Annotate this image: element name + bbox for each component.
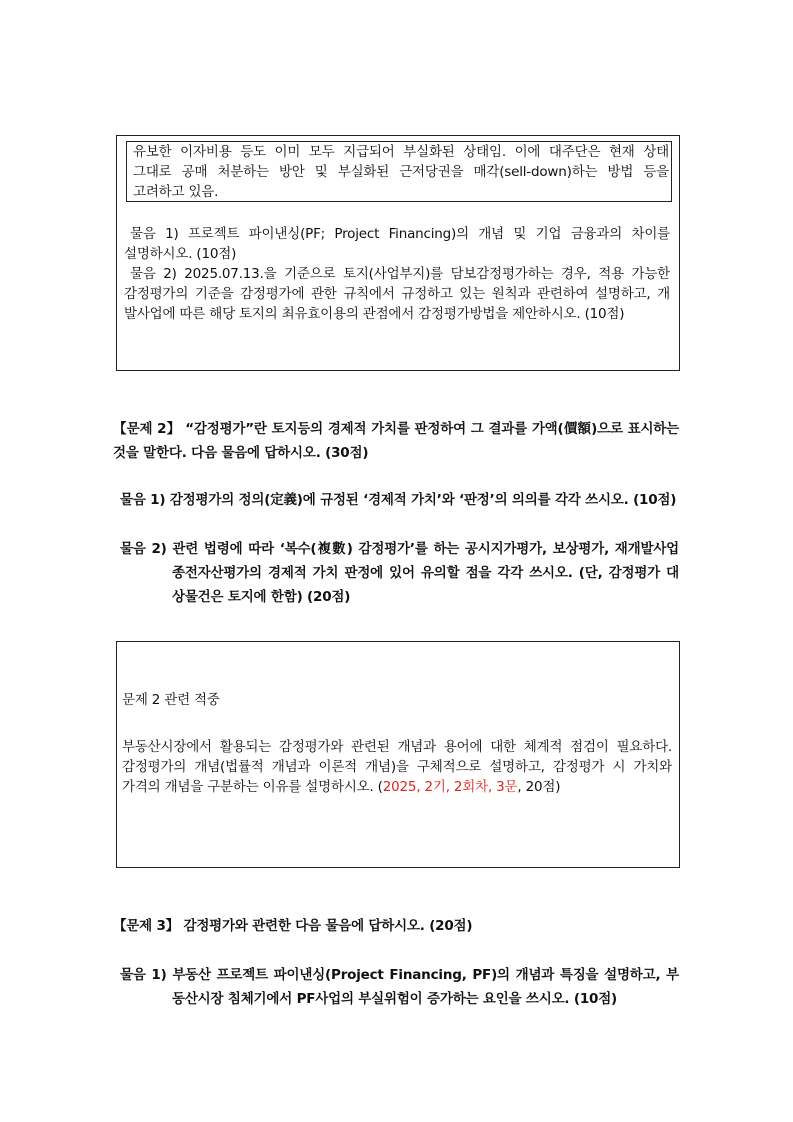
box1-q2-line-3: 발사업에 따른 해당 토지의 최유효이용의 관점에서 감정평가방법을 제안하시오. (10점) [124, 306, 625, 322]
problem3-q1-line-1: 물음 1) 부동산 프로젝트 파이낸싱(Project Financing, PF)의 개념과 특징을 설명하고, 부 [120, 967, 679, 983]
related-line-1: 부동산시장에서 활용되는 감정평가와 관련된 개념과 용어에 대한 체계적 점검이 필요하다. [122, 739, 672, 755]
box1-q1-line-2: 설명하시오. (10점) [124, 246, 237, 262]
case-line-2: 그대로 공매 처분하는 방안 및 부실화된 근저당권을 매각(sell-down)하는 방법 등을 [133, 164, 669, 180]
related-source-red: 2025, 2기, 2회차, 3문 [382, 779, 518, 795]
related-line-3-text: 가격의 개념을 구분하는 이유를 설명하시오. ( [122, 779, 383, 795]
related-line-2: 감정평가의 개념(법률적 개념과 이론적 개념)을 구체적으로 설명하고, 감정평가 시 가치와 [122, 759, 672, 775]
related-box-title: 문제 2 관련 적중 [122, 692, 220, 708]
case-line-1: 유보한 이자비용 등도 이미 모두 지급되어 부실화된 상태임. 이에 대주단은 현재 상태 [133, 144, 669, 160]
related-line-3 [122, 777, 560, 797]
related-line-3-suffix: , 20점) [517, 779, 561, 795]
problem2-heading-line-1: 【문제 2】 “감정평가”란 토지등의 경제적 가치를 판정하여 그 결과를 가액(價額)으로 표시하는 [113, 421, 679, 437]
problem3-heading: 【문제 3】 감정평가와 관련한 다음 물음에 답하시오. (20점) [113, 918, 473, 934]
problem2-q1: 물음 1) 감정평가의 정의(定義)에 규정된 ‘경제적 가치’와 ‘판정’의 의의를 각각 쓰시오. (10점) [120, 492, 677, 508]
box1-q2-line-2: 감정평가의 기준을 감정평가에 관한 규칙에서 규정하고 있는 원칙과 관련하여 설명하고, 개 [124, 286, 670, 302]
problem2-q2-line-3: 상물건은 토지에 한함) (20점) [172, 589, 351, 605]
problem2-q2-line-1: 물음 2) 관련 법령에 따라 ‘복수(複數) 감정평가’를 하는 공시지가평가, 보상평가, 재개발사업 [120, 541, 679, 557]
box1-q2-line-1: 물음 2) 2025.07.13.을 기준으로 토지(사업부지)를 담보감정평가하는 경우, 적용 가능한 [130, 266, 670, 282]
problem2-heading-line-2: 것을 말한다. 다음 물음에 답하시오. (30점) [113, 445, 369, 461]
problem3-q1-line-2: 동산시장 침체기에서 PF사업의 부실위험이 증가하는 요인을 쓰시오. (10점) [172, 991, 618, 1007]
problem2-q2-line-2: 종전자산평가의 경제적 가치 판정에 있어 유의할 점을 각각 쓰시오. (단, 감정평가 대 [172, 565, 679, 581]
box1-q1-line-1: 물음 1) 프로젝트 파이낸싱(PF; Project Financing)의 개념 및 기업 금융과의 차이를 [130, 226, 670, 242]
case-line-3: 고려하고 있음. [133, 184, 219, 200]
